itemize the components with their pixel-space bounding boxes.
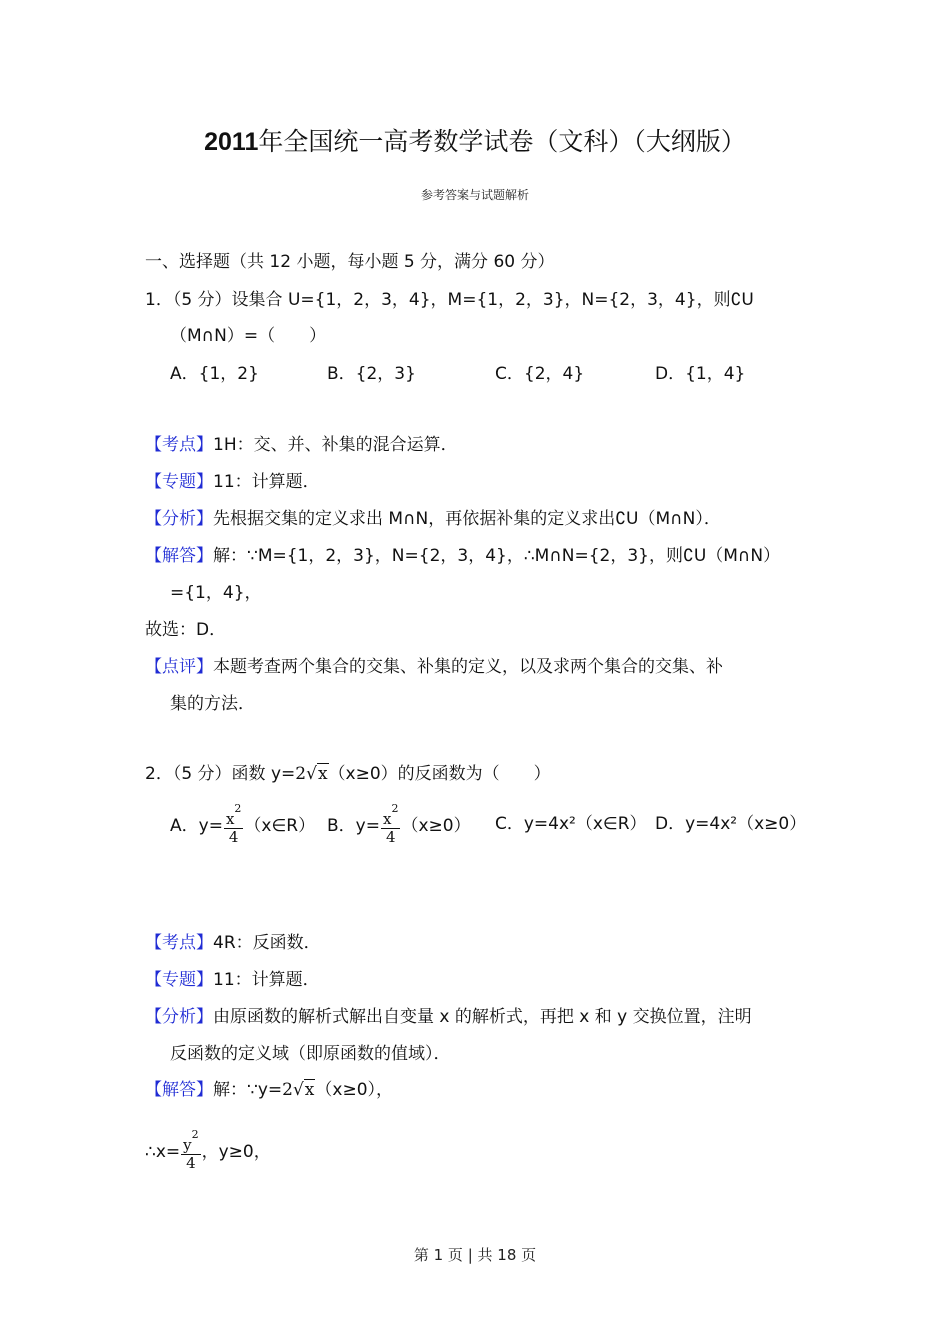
- kaodian-tag: 【考点】: [145, 933, 213, 953]
- q1-dianping-cont: 集的方法．: [170, 694, 255, 714]
- fraction: $\frac{y^2}{4}$: [183, 1128, 199, 1172]
- document-subtitle: 参考答案与试题解析: [420, 188, 529, 202]
- sqrt-expression: 2√x: [282, 1080, 315, 1100]
- jieda-tag: 【解答】: [145, 1080, 213, 1100]
- q2-zhuanti: 【专题】11：计算题．: [145, 970, 320, 990]
- q1-fenxi: 【分析】先根据交集的定义求出 M∩N，再依据补集的定义求出∁U（M∩N）．: [145, 509, 721, 529]
- q2-step: ∴x= $\frac{y^2}{4}$ ，y≥0，: [145, 1128, 271, 1172]
- q1-zhuanti: 【专题】11：计算题．: [145, 472, 320, 492]
- q2-fenxi: 【分析】由原函数的解析式解出自变量 x 的解析式，再把 x 和 y 交换位置，注明: [145, 1007, 752, 1027]
- question-2-option-a: A．y= $\frac{x^2}{4}$ （x∈R）: [170, 802, 316, 846]
- page-footer: 第 1 页 | 共 18 页: [413, 1246, 537, 1264]
- zhuanti-tag: 【专题】: [145, 472, 213, 492]
- fraction: $\frac{x^2}{4}$: [225, 802, 242, 846]
- q1-jieda-cont: ={1，4}，: [170, 583, 262, 603]
- q2-jieda: 【解答】解：∵y=2√x（x≥0），: [145, 1080, 394, 1100]
- question-2-option-d: D．y=4x²（x≥0）: [655, 814, 807, 834]
- fraction: $\frac{x^2}{4}$: [382, 802, 399, 846]
- dianping-tag: 【点评】: [145, 657, 213, 677]
- question-1-option-b: B．{2，3}: [327, 364, 416, 384]
- question-1-stem: 1．（5 分）设集合 U={1，2，3，4}，M={1，2，3}，N={2，3，4}，则∁U: [145, 290, 754, 310]
- fenxi-tag: 【分析】: [145, 1007, 213, 1027]
- sqrt-expression: 2√x: [295, 764, 328, 784]
- q1-dianping: 【点评】本题考查两个集合的交集、补集的定义，以及求两个集合的交集、补: [145, 657, 723, 677]
- zhuanti-tag: 【专题】: [145, 970, 213, 990]
- question-1-stem-cont: （M∩N）=（ ）: [170, 326, 327, 346]
- document-title: 2011年全国统一高考数学试卷（文科）（大纲版）: [204, 127, 746, 156]
- jieda-tag: 【解答】: [145, 546, 213, 566]
- question-1-option-d: D．{1，4}: [655, 364, 746, 384]
- question-1-option-c: C．{2，4}: [495, 364, 585, 384]
- question-2-option-b: B．y= $\frac{x^2}{4}$ （x≥0）: [327, 802, 471, 846]
- q2-fenxi-cont: 反函数的定义域（即原函数的值域）．: [170, 1044, 451, 1064]
- q1-kaodian: 【考点】1H：交、并、补集的混合运算．: [145, 435, 458, 455]
- kaodian-tag: 【考点】: [145, 435, 213, 455]
- q2-kaodian: 【考点】4R：反函数．: [145, 933, 321, 953]
- q1-jieda: 【解答】解：∵M={1，2，3}，N={2，3，4}，∴M∩N={2，3}，则∁U（M∩N）: [145, 546, 781, 566]
- question-number: 1．: [145, 290, 173, 310]
- question-2-stem: 2．（5 分）函数 y=2√x（x≥0）的反函数为（ ）: [145, 764, 551, 784]
- question-2-option-c: C．y=4x²（x∈R）: [495, 814, 647, 834]
- section-heading: 一、选择题（共 12 小题，每小题 5 分，满分 60 分）: [145, 252, 555, 272]
- question-1-option-a: A．{1，2}: [170, 364, 259, 384]
- fenxi-tag: 【分析】: [145, 509, 213, 529]
- q1-answer: 故选：D．: [145, 620, 227, 640]
